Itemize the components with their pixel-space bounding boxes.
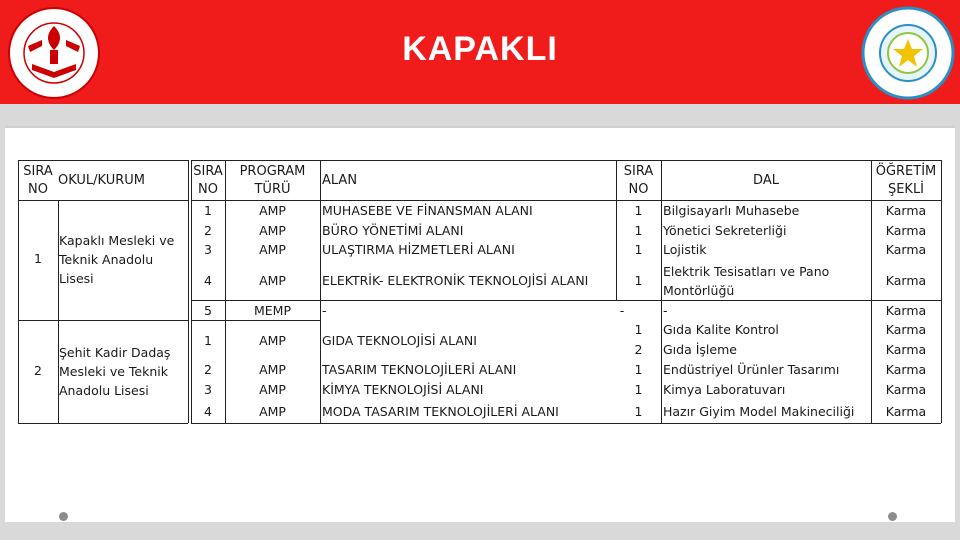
grid-hline <box>18 320 188 321</box>
school-name: Kapaklı Mesleki ve <box>59 233 175 248</box>
row-program: AMP <box>259 223 286 238</box>
header-program: TÜRÜ <box>254 182 291 197</box>
row-program: AMP <box>259 273 286 288</box>
grid-vline <box>616 160 617 300</box>
school-no: 2 <box>34 363 42 378</box>
school-no: 1 <box>34 251 42 266</box>
header-sira: SIRA <box>23 164 53 179</box>
grid-vline <box>941 160 942 423</box>
header-no-2: NO <box>628 182 649 197</box>
row-dal-no: 1 <box>634 382 643 397</box>
row-dal: Endüstriyel Ürünler Tasarımı <box>663 362 840 377</box>
row-program: AMP <box>259 404 286 419</box>
row-alan: BÜRO YÖNETİMİ ALANI <box>322 223 464 238</box>
grid-vline <box>58 200 59 423</box>
row-alan: GIDA TEKNOLOJİSİ ALANI <box>322 333 477 348</box>
row-dal-no: 1 <box>634 242 643 257</box>
row-sira: 2 <box>204 223 212 238</box>
header-alan: ALAN <box>322 173 358 188</box>
row-dal-no: 1 <box>634 203 643 218</box>
row-sira: 1 <box>204 333 212 348</box>
mem-tekirdag-logo-icon <box>858 6 958 100</box>
row-sira: 3 <box>204 382 212 397</box>
row-dal-no: 1 <box>634 404 643 419</box>
header-dal: DAL <box>753 173 779 188</box>
row-dal-no: 1 <box>634 273 643 288</box>
header-sira: SIRA <box>193 164 223 179</box>
row-dal-no: 1 <box>634 322 643 337</box>
right-dot-icon <box>888 512 897 521</box>
row-ogretim: Karma <box>885 273 927 288</box>
header-okul: OKUL/KURUM <box>58 173 146 188</box>
row-program: AMP <box>259 362 286 377</box>
left-dot-icon <box>59 512 68 521</box>
row-alan: ULAŞTIRMA HİZMETLERİ ALANI <box>322 242 515 257</box>
row-dal-no: 1 <box>634 223 643 238</box>
row-sira: 5 <box>204 303 212 318</box>
row-dal-no: 1 <box>634 362 643 377</box>
grid-hline <box>191 160 941 161</box>
row-dal: Hazır Giyim Model Makineciliği <box>663 404 855 419</box>
row-ogretim: Karma <box>885 203 927 218</box>
row-ogretim: Karma <box>885 404 927 419</box>
row-dal: Bilgisayarlı Muhasebe <box>663 203 800 218</box>
row-dal-no: - <box>619 303 625 318</box>
header-ogretim: ÖĞRETİM <box>875 164 937 179</box>
row-ogretim: Karma <box>885 223 927 238</box>
grid-hline <box>191 300 941 301</box>
row-sira: 4 <box>204 273 212 288</box>
row-dal-no: 2 <box>634 342 643 357</box>
row-alan: ELEKTRİK- ELEKTRONİK TEKNOLOJİSİ ALANI <box>322 273 589 288</box>
header-no: NO <box>28 182 48 197</box>
school-name: Anadolu Lisesi <box>59 383 149 398</box>
row-sira: 2 <box>204 362 212 377</box>
grid-vline <box>188 160 189 423</box>
row-program: AMP <box>259 203 286 218</box>
header-bar <box>0 0 960 104</box>
school-name: Şehit Kadir Dadaş <box>59 345 171 360</box>
row-dal: - <box>663 303 668 318</box>
header-no: NO <box>198 182 218 197</box>
row-dal: Elektrik Tesisatları ve Pano <box>663 264 830 279</box>
row-sira: 3 <box>204 242 212 257</box>
row-alan: MUHASEBE VE FİNANSMAN ALANI <box>322 203 533 218</box>
row-ogretim: Karma <box>885 382 927 397</box>
row-dal: Montörlüğü <box>663 283 735 298</box>
page-title: KAPAKLI <box>402 30 558 68</box>
row-alan: - <box>322 303 327 318</box>
grid-hline <box>191 200 941 201</box>
grid-hline <box>191 423 941 424</box>
row-program: AMP <box>259 242 286 257</box>
row-program: MEMP <box>253 303 291 318</box>
row-dal: Gıda İşleme <box>663 342 737 357</box>
grid-hline <box>18 423 188 424</box>
row-dal: Yönetici Sekreterliği <box>663 223 787 238</box>
row-ogretim: Karma <box>885 242 927 257</box>
header-ogretim: ŞEKLİ <box>887 182 925 197</box>
row-ogretim: Karma <box>885 322 927 337</box>
row-sira: 1 <box>204 203 212 218</box>
school-name: Mesleki ve Teknik <box>59 364 168 379</box>
row-alan: MODA TASARIM TEKNOLOJİLERİ ALANI <box>322 404 559 419</box>
row-alan: TASARIM TEKNOLOJİLERİ ALANI <box>322 362 517 377</box>
row-ogretim: Karma <box>885 362 927 377</box>
row-sira: 4 <box>204 404 212 419</box>
grid-hline <box>191 320 320 321</box>
row-dal: Gıda Kalite Kontrol <box>663 322 779 337</box>
school-name: Teknik Anadolu <box>59 252 154 267</box>
row-dal: Kimya Laboratuvarı <box>663 382 786 397</box>
row-alan: KİMYA TEKNOLOJİSİ ALANI <box>322 382 484 397</box>
school-name: Lisesi <box>59 271 94 286</box>
header-sira-2: SIRA <box>623 164 654 179</box>
grid-hline <box>18 160 188 161</box>
row-program: AMP <box>259 382 286 397</box>
grid-hline <box>18 200 188 201</box>
row-ogretim: Karma <box>885 342 927 357</box>
row-dal: Lojistik <box>663 242 707 257</box>
header-program: PROGRAM <box>239 164 306 179</box>
row-ogretim: Karma <box>885 303 927 318</box>
row-program: AMP <box>259 333 286 348</box>
